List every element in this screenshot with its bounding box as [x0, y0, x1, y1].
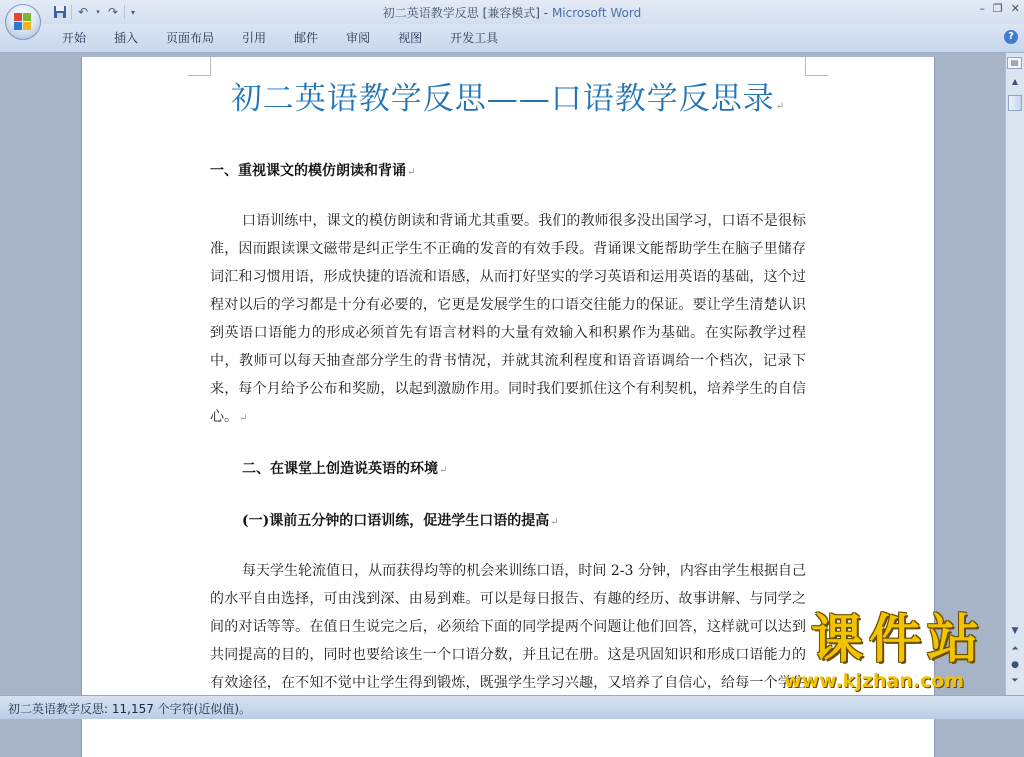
ribbon-tab-bar	[0, 24, 1024, 53]
app-name: Microsoft Word	[551, 6, 642, 20]
title-bar	[0, 0, 1024, 24]
paragraph-mark: ↵	[239, 413, 248, 424]
tab-view[interactable]: 视图	[398, 31, 423, 45]
status-bar	[0, 695, 1024, 719]
subsection-heading-1	[210, 511, 806, 533]
margin-corner-mark	[805, 57, 828, 76]
previous-page-icon[interactable]: ⏶	[1011, 644, 1019, 654]
office-logo-icon	[14, 13, 32, 31]
document-name: 初二英语教学反思 [兼容模式]	[382, 6, 540, 20]
word-count-status[interactable]: 初二英语教学反思: 11,157 个字符(近似值)。	[8, 702, 252, 716]
undo-icon[interactable]: ↶	[77, 5, 89, 19]
document-title-text: 初二英语教学反思——口语教学反思录	[230, 81, 775, 117]
vertical-scrollbar[interactable]	[1005, 53, 1024, 695]
office-button[interactable]	[5, 4, 41, 40]
view-ruler-icon[interactable]: ▤	[1007, 57, 1022, 69]
paragraph-mark: ↵	[407, 167, 416, 178]
document-body	[210, 79, 806, 725]
help-icon[interactable]: ?	[1004, 30, 1018, 44]
paragraph-text: 每天学生轮流值日，从而获得均等的机会来训练口语，时间 2-3 分钟，内容由学生根据自己的水平自由选择，可由浅到深、由易到难。可以是每日报告、有趣的经历、故事讲解、与同学之间的对话等等。在值日生说完之后，必须给下面的同学提两个问题让他们回答，这样就可以达到共同提高的目的，同时也要给该生一个口语分数，并且记在册。这是巩固知识和形成口语能力的有效途径，在不知不觉中让学生得到锻炼，既强学生学习兴趣，又培养了自信心，给每一个学生	[210, 563, 806, 691]
minimize-icon[interactable]: –	[979, 2, 985, 15]
heading-text: 一、重视课文的模仿朗读和背诵	[210, 163, 406, 179]
paragraph-1	[210, 207, 806, 433]
restore-icon[interactable]: ❐	[992, 2, 1003, 15]
customize-qat-icon[interactable]: ▾	[130, 7, 135, 17]
paragraph-mark: ↵	[775, 101, 786, 112]
scroll-up-icon[interactable]: ▲	[1011, 77, 1019, 86]
tab-insert[interactable]: 插入	[114, 31, 139, 45]
tab-home[interactable]: 开始	[62, 31, 87, 45]
tab-references[interactable]: 引用	[242, 31, 267, 45]
document-title	[210, 79, 806, 127]
close-icon[interactable]: ✕	[1010, 2, 1020, 15]
document-area	[0, 53, 1006, 695]
scrollbar-thumb[interactable]	[1008, 95, 1022, 111]
heading-text: (一)课前五分钟的口语训练，促进学生口语的提高	[242, 513, 550, 529]
heading-text: 二、在课堂上创造说英语的环境	[242, 461, 438, 477]
margin-corner-mark	[188, 57, 211, 76]
paragraph-mark: ↵	[439, 465, 448, 476]
ribbon-tabs	[48, 30, 512, 46]
watermark-chinese: 课件站	[810, 610, 985, 670]
tab-developer[interactable]: 开发工具	[450, 31, 499, 45]
title-separator: -	[539, 6, 552, 20]
paragraph-mark: ↵	[550, 517, 559, 528]
chevron-down-icon[interactable]: ▾	[96, 8, 100, 16]
window-title	[0, 4, 1024, 21]
paragraph-text: 口语训练中，课文的模仿朗读和背诵尤其重要。我们的教师很多没出国学习，口语不是很标准，因而跟读课文磁带是纠正学生不正确的发音的有效手段。背诵课文能帮助学生在脑子里储存词汇和习惯用语，形成快捷的语流和语感，从而打好坚实的学习英语和运用英语的基础，这个过程对以后的学习都是十分有必要的，它更是发展学生的口语交往能力的保证。要让学生清楚认识到英语口语能力的形成必须首先有语言材料的大量有效输入和积累作为基础。在实际教学过程中，教师可以每天抽查部分学生的背书情况，并就其流利程度和语音语调给一个档次，记录下来，每个月给予公布和奖励，以起到激励作用。同时我们要抓住这个有利契机，培养学生的自信心。	[210, 213, 806, 425]
section-heading-1	[210, 161, 806, 183]
tab-page-layout[interactable]: 页面布局	[166, 31, 215, 45]
next-page-icon[interactable]: ⏷	[1011, 676, 1019, 686]
redo-icon[interactable]: ↷	[107, 5, 119, 19]
tab-mailings[interactable]: 邮件	[294, 31, 319, 45]
window-controls	[979, 2, 1020, 15]
watermark-url: www.kjzhan.com	[784, 670, 965, 692]
kjzhan-watermark-logo	[778, 608, 1018, 698]
scroll-down-icon[interactable]: ▼	[1011, 626, 1019, 636]
tab-review[interactable]: 审阅	[346, 31, 371, 45]
section-heading-2	[210, 459, 806, 481]
select-browse-object-icon[interactable]: ●	[1011, 660, 1019, 670]
